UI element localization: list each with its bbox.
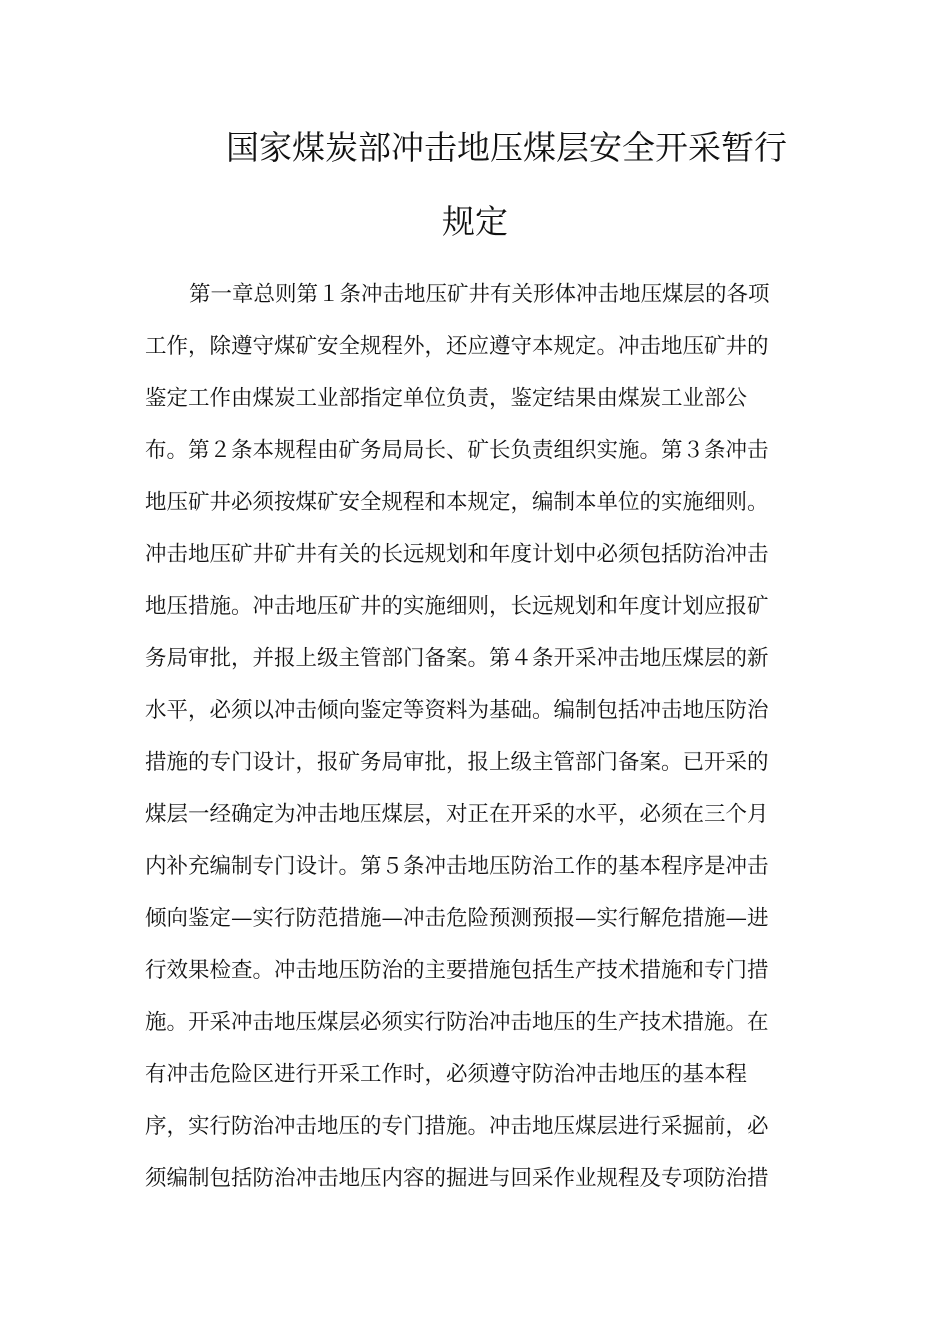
body-line: 务局审批，并报上级主管部门备案。第４条开采冲击地压煤层的新 (145, 646, 769, 671)
body-line: 冲击地压矿井矿井有关的长远规划和年度计划中必须包括防治冲击 (145, 542, 769, 567)
body-line: 煤层一经确定为冲击地压煤层，对正在开采的水平，必须在三个月 (145, 802, 769, 827)
body-line: 须编制包括防治冲击地压内容的掘进与回采作业规程及专项防治措 (145, 1166, 769, 1191)
body-line: 地压矿井必须按煤矿安全规程和本规定，编制本单位的实施细则。 (145, 490, 769, 515)
body-line: 施。开采冲击地压煤层必须实行防治冲击地压的生产技术措施。在 (145, 1010, 769, 1035)
body-line: 地压措施。冲击地压矿井的实施细则，长远规划和年度计划应报矿 (145, 594, 769, 619)
document-title-line-1: 国家煤炭部冲击地压煤层安全开采暂行 (226, 128, 787, 167)
body-line: 有冲击危险区进行开采工作时，必须遵守防治冲击地压的基本程 (145, 1062, 748, 1087)
body-line: 内补充编制专门设计。第５条冲击地压防治工作的基本程序是冲击 (145, 854, 769, 879)
body-line: 工作，除遵守煤矿安全规程外，还应遵守本规定。冲击地压矿井的 (145, 334, 769, 359)
body-line: 水平，必须以冲击倾向鉴定等资料为基础。编制包括冲击地压防治 (145, 698, 769, 723)
document-title-line-2: 规定 (442, 202, 508, 241)
body-line: 措施的专门设计，报矿务局审批，报上级主管部门备案。已开采的 (145, 750, 769, 775)
body-line: 布。第２条本规程由矿务局局长、矿长负责组织实施。第３条冲击 (145, 438, 769, 463)
body-line: 行效果检查。冲击地压防治的主要措施包括生产技术措施和专门措 (145, 958, 769, 983)
body-line: 第一章总则第１条冲击地压矿井有关形体冲击地压煤层的各项 (189, 282, 770, 307)
body-line: 序，实行防治冲击地压的专门措施。冲击地压煤层进行采掘前，必 (145, 1114, 769, 1139)
body-line: 倾向鉴定—实行防范措施—冲击危险预测预报—实行解危措施—进 (145, 906, 769, 931)
body-line: 鉴定工作由煤炭工业部指定单位负责，鉴定结果由煤炭工业部公 (145, 386, 748, 411)
